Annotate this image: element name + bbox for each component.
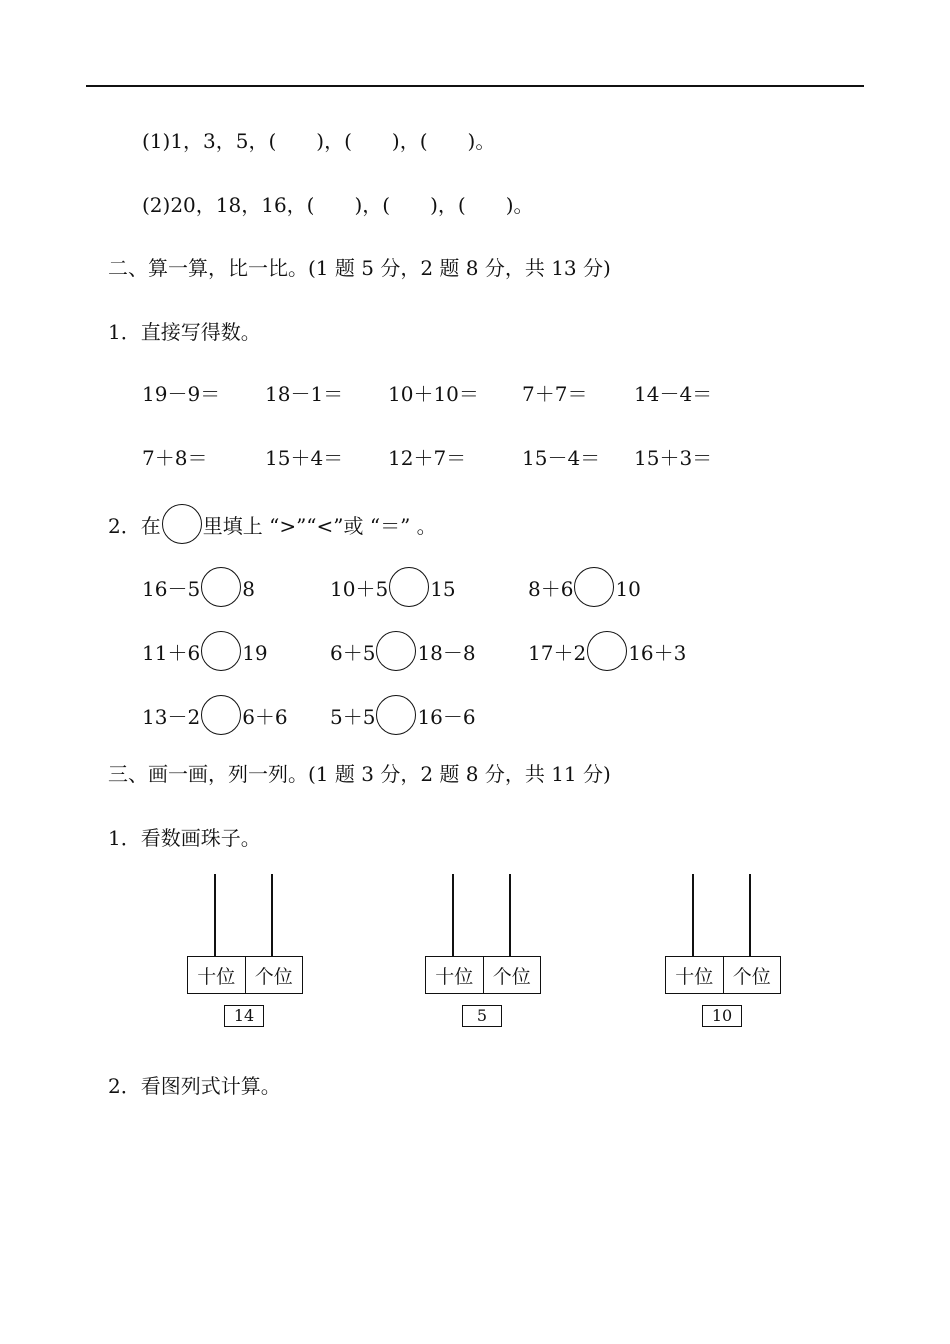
place-value-box [187, 956, 303, 994]
answer-circle[interactable] [201, 631, 241, 671]
abacus-number: 5 [462, 1005, 502, 1027]
place-value-box [665, 956, 781, 994]
section-3-title: 三、画一画，列一列。(1 题 3 分，2 题 8 分，共 11 分) [108, 762, 611, 786]
place-value-box [425, 956, 541, 994]
tens-rod[interactable] [452, 874, 454, 956]
ones-rod[interactable] [271, 874, 273, 956]
compare-item [142, 633, 268, 673]
answer-circle[interactable] [201, 695, 241, 735]
abacus [425, 874, 541, 1034]
section-2-title: 二、算一算，比一比。(1 题 5 分，2 题 8 分，共 13 分) [108, 256, 611, 280]
calc-item: 15＋3＝ [634, 446, 713, 470]
compare-item [330, 569, 456, 609]
compare-right: 16－6 [417, 705, 476, 729]
section-2-q1-title: 1．直接写得数。 [108, 320, 261, 344]
abacus-number: 14 [224, 1005, 264, 1027]
ones-label: 个位 [483, 957, 541, 993]
compare-item [330, 697, 476, 737]
compare-item [330, 633, 476, 673]
compare-left: 11＋6 [142, 641, 201, 665]
sequence-question-1: (1)1，3，5，( )，( )，( )。 [142, 129, 496, 153]
answer-circle[interactable] [389, 567, 429, 607]
compare-right: 8 [242, 577, 255, 601]
calc-item: 14－4＝ [634, 382, 713, 406]
section-3-q2-title: 2．看图列式计算。 [108, 1074, 281, 1098]
compare-item [142, 569, 255, 609]
abacus [187, 874, 303, 1034]
calc-item: 18－1＝ [265, 382, 344, 406]
tens-rod[interactable] [692, 874, 694, 956]
answer-circle[interactable] [376, 695, 416, 735]
ones-rod[interactable] [509, 874, 511, 956]
compare-item [142, 697, 288, 737]
compare-right: 15 [430, 577, 456, 601]
tens-label: 十位 [197, 965, 236, 988]
tens-label: 十位 [675, 965, 714, 988]
example-circle [162, 504, 202, 544]
ones-label: 个位 [245, 957, 303, 993]
answer-circle[interactable] [201, 567, 241, 607]
compare-left: 5＋5 [330, 705, 376, 729]
ones-rod[interactable] [749, 874, 751, 956]
compare-left: 17＋2 [528, 641, 587, 665]
calc-item: 15－4＝ [522, 446, 601, 470]
tens-rod[interactable] [214, 874, 216, 956]
compare-right: 10 [615, 577, 641, 601]
ones-label: 个位 [723, 957, 781, 993]
answer-circle[interactable] [376, 631, 416, 671]
calc-item: 15＋4＝ [265, 446, 344, 470]
q2-prefix: 2．在 [108, 514, 161, 538]
calc-item: 19－9＝ [142, 382, 221, 406]
answer-circle[interactable] [574, 567, 614, 607]
calc-item: 7＋8＝ [142, 446, 208, 470]
compare-item [528, 633, 686, 673]
compare-right: 19 [242, 641, 268, 665]
abacus [665, 874, 781, 1034]
compare-left: 6＋5 [330, 641, 376, 665]
q2-suffix: 里填上 “>”“<”或 “＝” 。 [202, 514, 437, 538]
tens-label: 十位 [435, 965, 474, 988]
compare-left: 16－5 [142, 577, 201, 601]
compare-right: 16＋3 [628, 641, 687, 665]
compare-right: 18－8 [417, 641, 476, 665]
sequence-question-2: (2)20，18，16，( )，( )，( )。 [142, 193, 534, 217]
answer-circle[interactable] [587, 631, 627, 671]
abacus-number: 10 [702, 1005, 742, 1027]
calc-item: 10＋10＝ [388, 382, 479, 406]
calc-item: 12＋7＝ [388, 446, 467, 470]
compare-right: 6＋6 [242, 705, 288, 729]
calc-item: 7＋7＝ [522, 382, 588, 406]
compare-item [528, 569, 641, 609]
section-3-q1-title: 1．看数画珠子。 [108, 826, 261, 850]
compare-left: 8＋6 [528, 577, 574, 601]
top-rule [86, 85, 864, 87]
compare-left: 13－2 [142, 705, 201, 729]
section-2-q2-title [108, 506, 437, 546]
compare-left: 10＋5 [330, 577, 389, 601]
